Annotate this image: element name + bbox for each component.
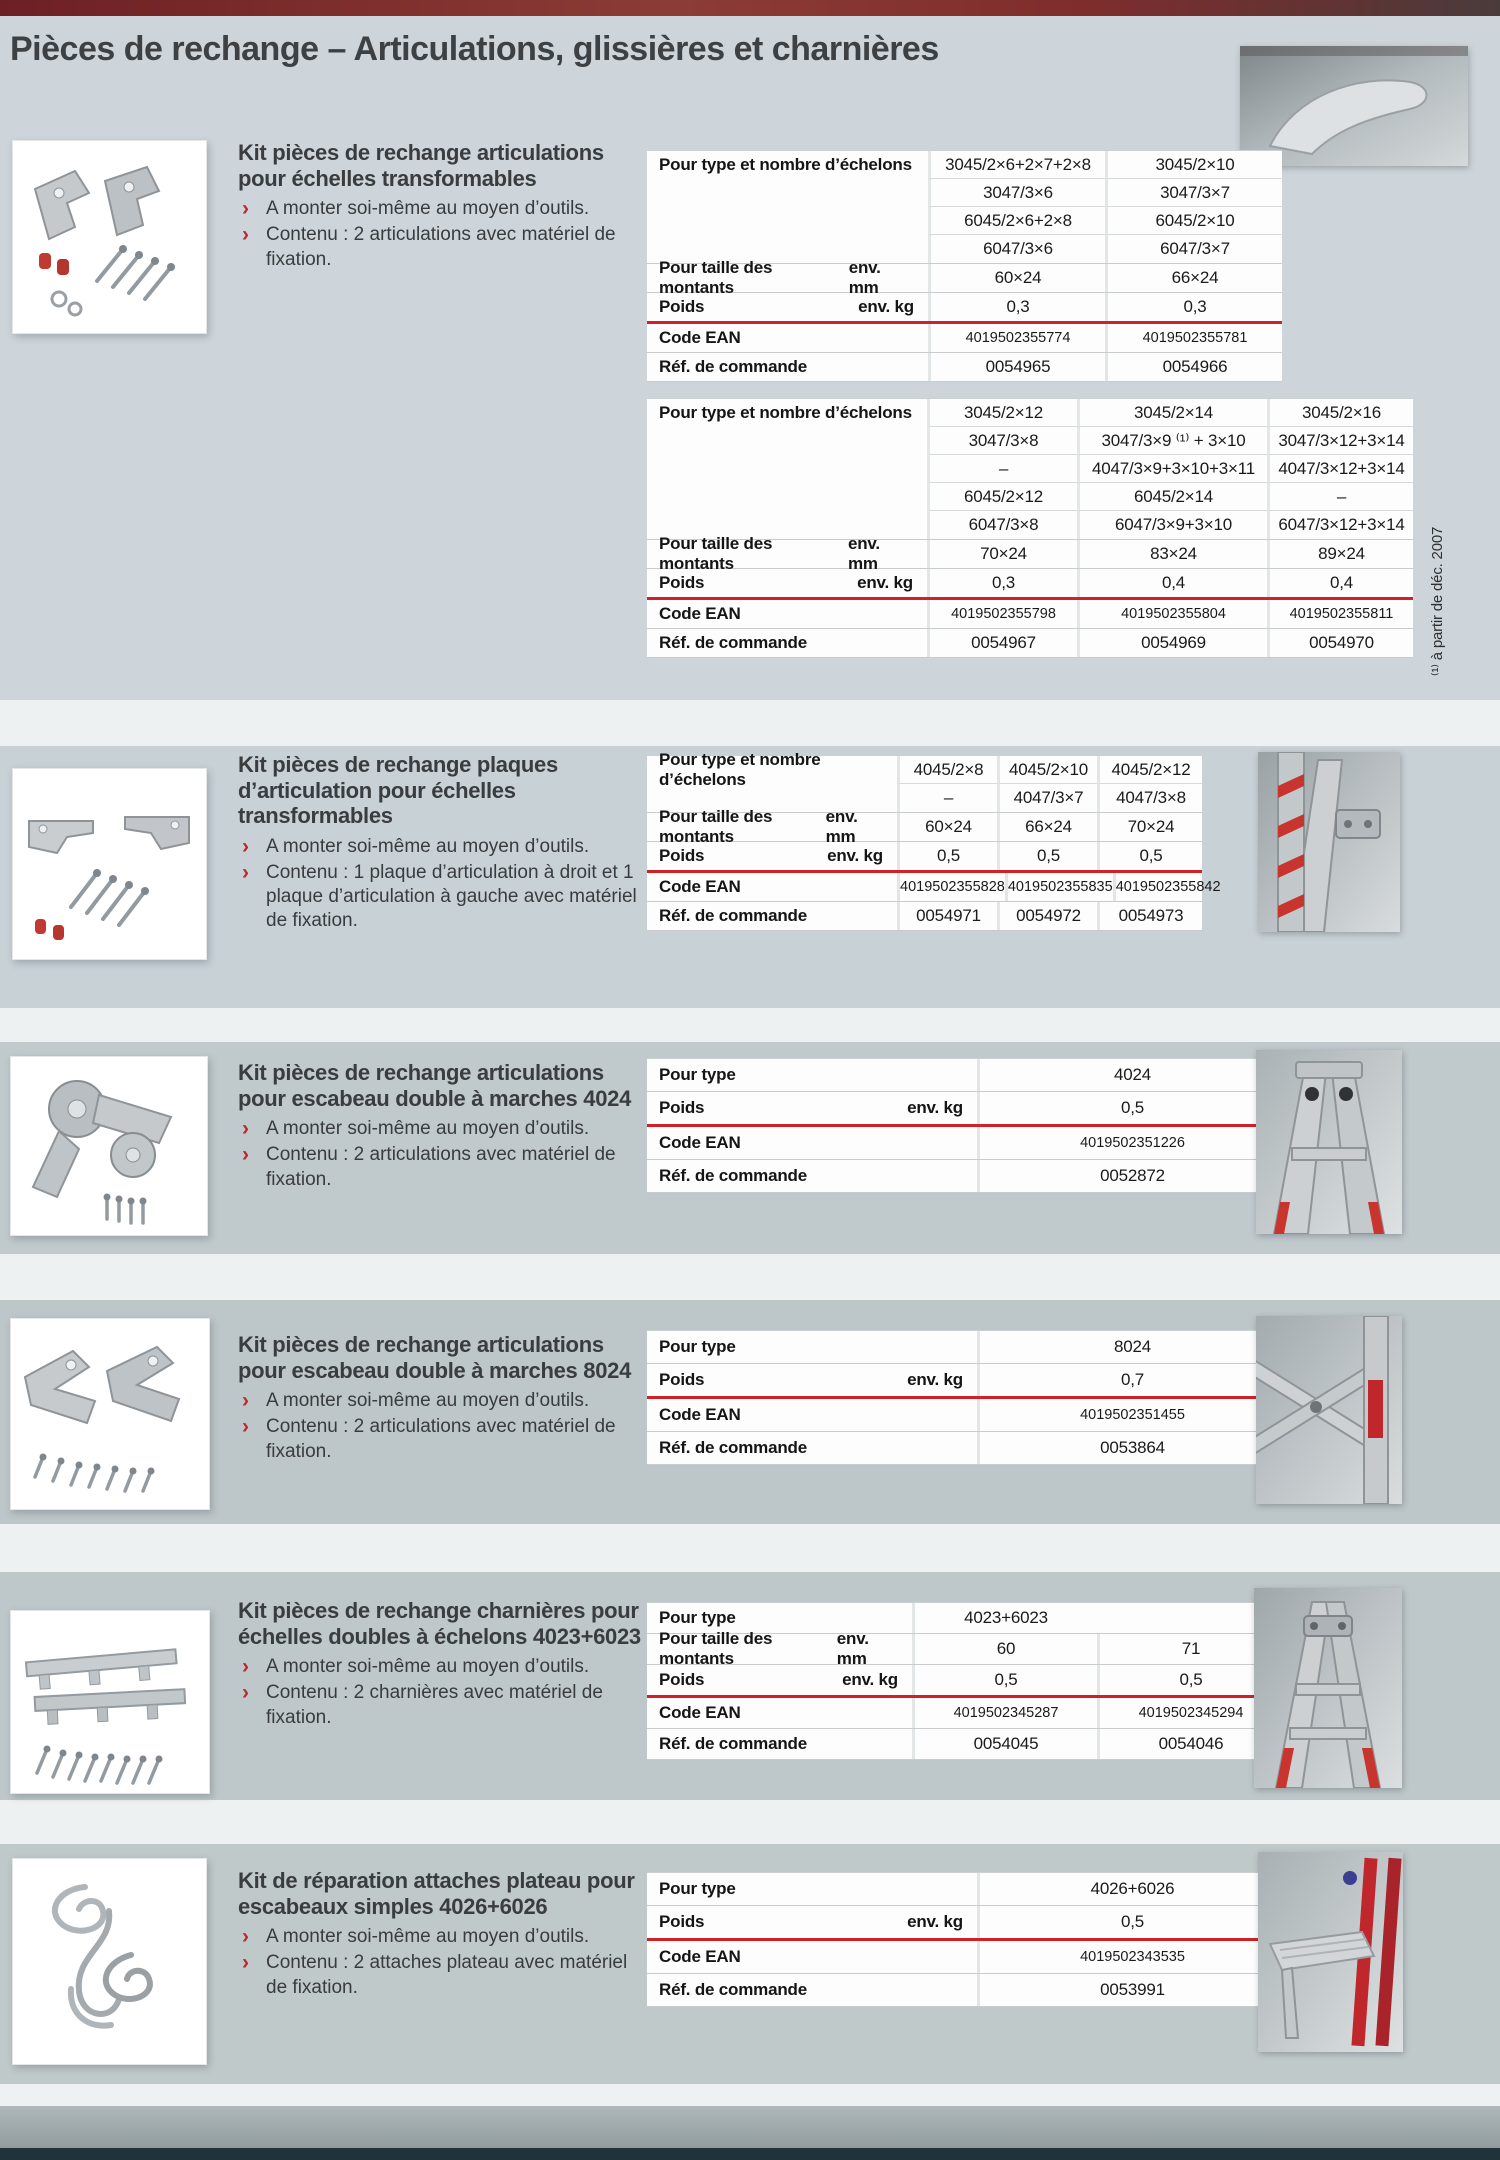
table-row [647, 902, 1202, 931]
table-row [647, 1432, 1285, 1465]
background-band [0, 700, 1500, 746]
page-title: Pièces de rechange – Articulations, glissières et charnières [10, 30, 939, 68]
table-row [647, 1729, 1282, 1760]
brace-detail-photo [1256, 1316, 1402, 1504]
row-unit: env. kg [827, 846, 883, 865]
table-row [647, 1629, 1282, 1668]
double-ladder-hinge-graphic [1254, 1588, 1402, 1788]
row-unit: env. mm [848, 258, 881, 297]
double-ladder-hinge-photo [1254, 1588, 1402, 1788]
chevron-bullet-icon: › [242, 197, 249, 221]
table-row [647, 534, 1413, 573]
spec-table-transformables-a [647, 150, 1282, 382]
cell-value: 66×24 [1105, 264, 1282, 292]
cell-value: 4019502345294 [1097, 1698, 1282, 1728]
table-row [647, 455, 1413, 483]
cell-value: 4019502355842 [1113, 873, 1221, 901]
background-band [0, 1524, 1500, 1572]
row-unit: env. mm [847, 534, 880, 573]
cell-value: 0,3 [927, 569, 1077, 597]
cell-value: 70×24 [927, 540, 1077, 568]
table-row [647, 1399, 1285, 1432]
bullet-text: Contenu : 1 plaque d’articulation à droit et 1 plaque d’articulation à gauche avec matériel de fixation. [266, 861, 637, 932]
cell-value: – [897, 784, 997, 812]
cell-value: 4047/3×9+3×10+3×11 [1077, 455, 1267, 483]
row-label: Poids env. kg [659, 846, 883, 865]
row-label: Poids env. kg [659, 1370, 963, 1389]
chevron-bullet-icon: › [242, 860, 249, 884]
section-title: Kit pièces de rechange plaques d’articulation pour échelles transformables [238, 752, 558, 829]
bullet-item [238, 1925, 650, 1949]
row-label: Pour type [659, 1879, 736, 1898]
cell-value: 4047/3×7 [997, 784, 1097, 812]
row-label: Code EAN [659, 328, 741, 347]
cell-value: 6045/2×14 [1077, 483, 1267, 511]
cell-value: 4019502351455 [977, 1399, 1285, 1431]
row-label: Pour taille des montants env. mm [647, 540, 927, 568]
row-label: Réf. de commande [659, 906, 807, 925]
hook-detail-photo [1240, 46, 1468, 166]
row-label: Code EAN [659, 1947, 741, 1966]
row-label [647, 427, 927, 455]
row-label: Pour type et nombre d’échelons [659, 750, 821, 789]
cell-value: 4019502355804 [1077, 600, 1267, 628]
cell-value: 0053864 [977, 1432, 1285, 1464]
cell-value: 6045/2×10 [1105, 207, 1282, 235]
chevron-bullet-icon: › [242, 1655, 249, 1679]
chevron-bullet-icon: › [242, 1951, 249, 1975]
background-band [0, 1008, 1500, 1042]
platform-step-graphic [1258, 1852, 1403, 2052]
table-row [647, 1873, 1285, 1906]
footer-bar [0, 2148, 1500, 2160]
table-row [647, 258, 1282, 297]
chevron-bullet-icon: › [242, 1415, 249, 1439]
row-label [647, 207, 928, 235]
bullet-text: Contenu : 2 attaches plateau avec matériel de fixation. [266, 1952, 628, 1998]
background-band [0, 1254, 1500, 1300]
bullet-text: A monter soi-même au moyen d’outils. [266, 198, 590, 220]
bullet-item [238, 1655, 650, 1679]
cell-value: 3045/2×12 [927, 399, 1077, 427]
section-title: Kit de réparation attaches plateau pour escabeaux simples 4026+6026 [238, 1868, 635, 1919]
bullet-text: A monter soi-même au moyen d’outils. [266, 1926, 590, 1948]
bullet-text: Contenu : 2 articulations avec matériel de fixation. [266, 1144, 616, 1190]
row-label: Code EAN [659, 1405, 741, 1424]
bullet-item [238, 1415, 650, 1464]
cell-value: 0,5 [977, 1906, 1285, 1938]
chevron-bullet-icon: › [242, 834, 249, 858]
cell-value: 0,3 [928, 293, 1105, 321]
cell-value: 6047/3×6 [928, 235, 1105, 263]
cell-value: 0054967 [927, 629, 1077, 657]
cell-value: 4019502355774 [928, 324, 1105, 352]
product-photo-charnieres [10, 1610, 210, 1794]
cell-value: 0054045 [912, 1729, 1097, 1759]
row-label: Poids env. kg [659, 573, 913, 592]
row-unit: env. mm [836, 1629, 869, 1668]
cell-value: 4019502355798 [927, 600, 1077, 628]
bullet-item [238, 1389, 650, 1413]
section-plaques-articulation [238, 752, 650, 936]
cell-value: 6047/3×9+3×10 [1077, 511, 1267, 539]
cell-value: 0054965 [928, 353, 1105, 381]
row-label: Code EAN [659, 877, 741, 896]
chevron-bullet-icon: › [242, 223, 249, 247]
cell-value: 3047/3×12+3×14 [1267, 427, 1413, 455]
table-row [647, 569, 1413, 600]
row-label: Code EAN [659, 1133, 741, 1152]
row-unit: env. kg [907, 1098, 963, 1117]
cell-value: 0,3 [1105, 293, 1282, 321]
section-articulations-8024 [238, 1332, 650, 1466]
cell-value: 0,4 [1267, 569, 1413, 597]
table-row [647, 151, 1282, 179]
cell-value: 3045/2×16 [1267, 399, 1413, 427]
chevron-bullet-icon: › [242, 1143, 249, 1167]
table-row [647, 873, 1221, 902]
charnieres-graphic [11, 1611, 209, 1793]
section-title: Kit pièces de rechange charnières pour échelles doubles à échelons 4023+6023 [238, 1598, 641, 1649]
table-row [647, 1160, 1285, 1193]
spec-table-plaques [647, 750, 1221, 931]
row-label: Pour type et nombre d’échelons [659, 155, 912, 174]
row-unit: env. mm [825, 807, 858, 846]
cell-value: 0,4 [1077, 569, 1267, 597]
bullet-item [238, 1951, 650, 2000]
row-label [647, 179, 928, 207]
table-row [647, 1059, 1285, 1092]
bullet-item [238, 1143, 650, 1192]
row-unit: env. kg [857, 573, 913, 592]
footnote-rotated: ⁽¹⁾ à partir de déc. 2007 [1429, 526, 1446, 676]
table-row [647, 1941, 1285, 1974]
row-label [647, 483, 927, 511]
section-title: Kit pièces de rechange articulations pour échelles transformables [238, 140, 604, 191]
table-row [647, 483, 1413, 511]
section-title: Kit pièces de rechange articulations pour escabeau double à marches 4024 [238, 1060, 632, 1111]
chevron-bullet-icon: › [242, 1925, 249, 1949]
table-row [647, 1665, 1282, 1698]
chevron-bullet-icon: › [242, 1117, 249, 1141]
bullet-text: A monter soi-même au moyen d’outils. [266, 1390, 590, 1412]
table-row [647, 427, 1413, 455]
table-row [647, 1127, 1285, 1160]
stepladder-top-photo [1256, 1050, 1402, 1234]
product-photo-articulations-4024 [10, 1056, 208, 1236]
cell-value: 0054046 [1097, 1729, 1282, 1759]
chevron-bullet-icon: › [242, 1389, 249, 1413]
cell-value: 4019502355781 [1105, 324, 1282, 352]
table-row [647, 399, 1413, 427]
table-row [647, 1698, 1282, 1729]
cell-value: 89×24 [1267, 540, 1413, 568]
table-row [647, 1974, 1285, 2007]
cell-value: 6047/3×12+3×14 [1267, 511, 1413, 539]
cell-value: 4045/2×12 [1097, 756, 1202, 784]
cell-value: 0054971 [897, 902, 997, 930]
brace-detail-graphic [1256, 1316, 1402, 1504]
row-label: Poids env. kg [659, 297, 914, 316]
cell-value: 66×24 [997, 813, 1097, 841]
bullet-item [238, 1117, 650, 1141]
cell-value: 0054970 [1267, 629, 1413, 657]
cell-value: 0054973 [1097, 902, 1202, 930]
stepladder-top-graphic [1256, 1050, 1402, 1234]
cell-value: 6047/3×7 [1105, 235, 1282, 263]
cell-value: 4019502355828 [897, 873, 1005, 901]
cell-value: 0,5 [997, 842, 1097, 870]
cell-value: 4019502355811 [1267, 600, 1413, 628]
cell-value: 4019502355835 [1005, 873, 1113, 901]
bullet-item [238, 223, 650, 272]
product-photo-plaques-articulation [12, 768, 207, 960]
row-label: Poids env. kg [659, 1912, 963, 1931]
cell-value: 71 [1097, 1634, 1282, 1664]
row-unit: env. kg [858, 297, 914, 316]
row-unit: env. kg [907, 1370, 963, 1389]
row-label: Réf. de commande [659, 1438, 807, 1457]
spec-table-4026-6026 [647, 1872, 1285, 2007]
row-label [647, 455, 927, 483]
table-row [647, 842, 1202, 873]
table-row [647, 207, 1282, 235]
section-attaches-plateau [238, 1868, 650, 2002]
cell-value: 4023+6023 [912, 1603, 1097, 1633]
cell-value: 4045/2×10 [997, 756, 1097, 784]
table-row [647, 600, 1413, 629]
cell-value: 4047/3×8 [1097, 784, 1202, 812]
articulation-8024-graphic [11, 1319, 209, 1509]
row-label: Réf. de commande [659, 1734, 807, 1753]
ladder-detail-graphic [1258, 752, 1400, 932]
table-row [647, 324, 1282, 353]
cell-value: 4019502343535 [977, 1941, 1285, 1973]
chevron-bullet-icon: › [242, 1681, 249, 1705]
cell-value: – [1267, 483, 1413, 511]
background-band [0, 1800, 1500, 1844]
cell-value: 0054966 [1105, 353, 1282, 381]
cell-value: 0,5 [977, 1092, 1285, 1124]
cell-value: 0053991 [977, 1974, 1285, 2006]
articulations-graphic [13, 141, 206, 333]
cell-value: – [927, 455, 1077, 483]
background-band [0, 2084, 1500, 2106]
cell-value: 0054972 [997, 902, 1097, 930]
cell-value: 4019502345287 [912, 1698, 1097, 1728]
bullet-text: Contenu : 2 articulations avec matériel de fixation. [266, 1416, 616, 1462]
row-label: Pour taille des montants env. mm [647, 813, 897, 841]
hook-photo-graphic [1240, 46, 1468, 166]
footer-band [0, 2106, 1500, 2148]
cell-value: 6045/2×12 [927, 483, 1077, 511]
row-label: Pour type [659, 1608, 736, 1627]
table-row [647, 1364, 1285, 1399]
cell-value: 4047/3×12+3×14 [1267, 455, 1413, 483]
cell-value: 0052872 [977, 1160, 1285, 1192]
product-photo-articulations-kit [12, 140, 207, 334]
top-maroon-bar [0, 0, 1500, 16]
row-label: Réf. de commande [659, 1166, 807, 1185]
cell-value: 3047/3×8 [927, 427, 1077, 455]
row-label: Pour taille des montants env. mm [647, 264, 928, 292]
row-label: Pour type [659, 1065, 736, 1084]
bullet-item [238, 861, 650, 934]
table-row [647, 353, 1282, 382]
cell-value: 0,5 [1097, 842, 1202, 870]
cell-value: 60 [912, 1634, 1097, 1664]
row-label: Réf. de commande [659, 357, 807, 376]
bullet-text: A monter soi-même au moyen d’outils. [266, 1656, 590, 1678]
product-photo-attaches-plateau [12, 1858, 207, 2065]
attaches-plateau-graphic [13, 1859, 206, 2064]
table-row [647, 807, 1202, 846]
cell-value: 3045/2×14 [1077, 399, 1267, 427]
table-row [647, 629, 1413, 658]
ladder-detail-photo [1258, 752, 1400, 932]
cell-value: 4019502351226 [977, 1127, 1285, 1159]
table-row [647, 1906, 1285, 1941]
cell-value: 6047/3×8 [927, 511, 1077, 539]
spec-table-4023-6023 [647, 1602, 1282, 1760]
cell-value: 60×24 [897, 813, 997, 841]
cell-value: 0,5 [897, 842, 997, 870]
table-row [647, 750, 1202, 789]
cell-value: 6045/2×6+2×8 [928, 207, 1105, 235]
section-charnieres-4023-6023 [238, 1598, 650, 1732]
row-label: Réf. de commande [659, 1980, 807, 1999]
cell-value: 60×24 [928, 264, 1105, 292]
row-label: Code EAN [659, 604, 741, 623]
bullet-text: A monter soi-même au moyen d’outils. [266, 835, 590, 857]
row-label: Pour type [659, 1337, 736, 1356]
section-articulations-transformables [238, 140, 650, 274]
bullet-item [238, 197, 650, 221]
spec-table-transformables-b [647, 398, 1413, 658]
spec-table-4024 [647, 1058, 1285, 1193]
cell-value: 4026+6026 [977, 1873, 1285, 1905]
plaques-graphic [13, 769, 206, 959]
row-label: Pour taille des montants env. mm [647, 1634, 912, 1664]
cell-value: 3045/2×6+2×7+2×8 [928, 151, 1105, 179]
cell-value: 3045/2×10 [1105, 151, 1282, 179]
cell-value: 4045/2×8 [897, 756, 997, 784]
table-row [647, 293, 1282, 324]
platform-step-photo [1258, 1852, 1403, 2052]
section-articulations-4024 [238, 1060, 650, 1194]
articulation-4024-graphic [11, 1057, 207, 1235]
bullet-item [238, 835, 650, 859]
cell-value: 83×24 [1077, 540, 1267, 568]
cell-value: 70×24 [1097, 813, 1202, 841]
row-label: Poids env. kg [659, 1098, 963, 1117]
row-unit: env. kg [842, 1670, 898, 1689]
row-unit: env. kg [907, 1912, 963, 1931]
cell-value: 3047/3×9 ⁽¹⁾ + 3×10 [1077, 427, 1267, 455]
bullet-text: A monter soi-même au moyen d’outils. [266, 1118, 590, 1140]
cell-value: 3047/3×6 [928, 179, 1105, 207]
table-row [647, 1092, 1285, 1127]
row-label: Réf. de commande [659, 633, 807, 652]
row-label: Code EAN [659, 1703, 741, 1722]
cell-value: 4024 [977, 1059, 1285, 1091]
section-title: Kit pièces de rechange articulations pour escabeau double à marches 8024 [238, 1332, 632, 1383]
cell-value: 3047/3×7 [1105, 179, 1282, 207]
cell-value: 8024 [977, 1331, 1285, 1363]
table-row [647, 179, 1282, 207]
bullet-text: Contenu : 2 articulations avec matériel de fixation. [266, 224, 616, 270]
bullet-text: Contenu : 2 charnières avec matériel de fixation. [266, 1682, 603, 1728]
bullet-item [238, 1681, 650, 1730]
table-row [647, 1331, 1285, 1364]
cell-value: 0054969 [1077, 629, 1267, 657]
cell-value: 0,5 [1097, 1665, 1282, 1695]
cell-value: 0,5 [912, 1665, 1097, 1695]
row-label: Pour type et nombre d’échelons [659, 403, 912, 422]
product-photo-articulations-8024 [10, 1318, 210, 1510]
row-label: Poids env. kg [659, 1670, 898, 1689]
cell-value: 0,7 [977, 1364, 1285, 1396]
spec-table-8024 [647, 1330, 1285, 1465]
